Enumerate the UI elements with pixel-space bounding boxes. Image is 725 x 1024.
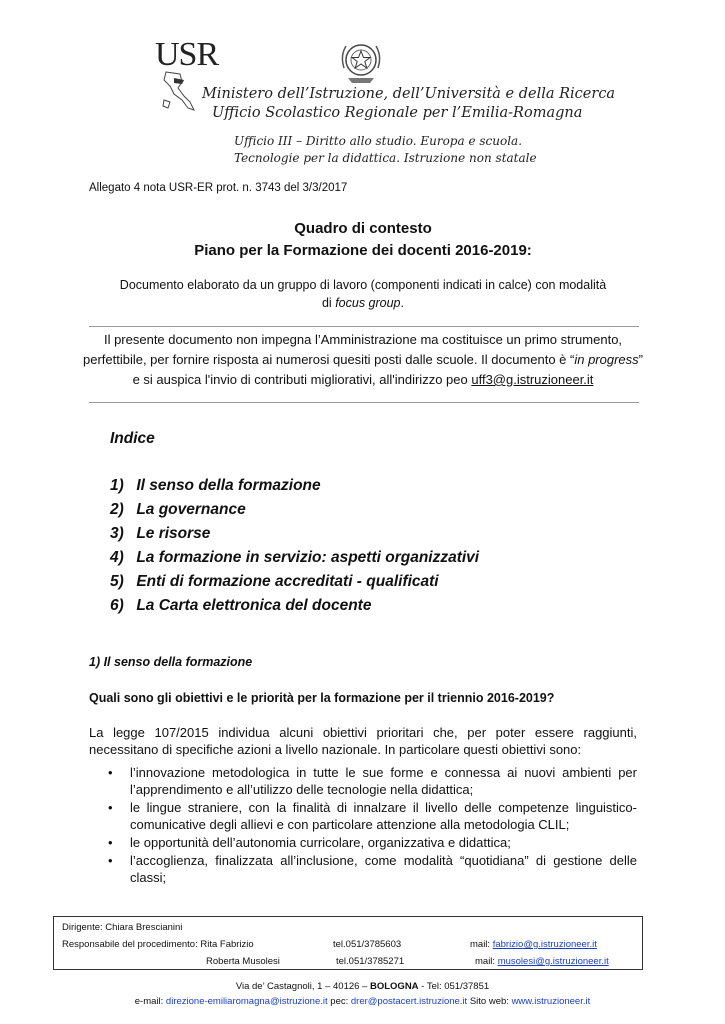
department-subline: Tecnologie per la didattica. Istruzione non statale	[234, 151, 537, 165]
footer-mail-1: mail: fabrizio@g.istruzioneer.it	[470, 939, 597, 950]
toc-item: 4) La formazione in servizio: aspetti organizzativi	[110, 549, 480, 566]
footer-mail-2: mail: musolesi@g.istruzioneer.it	[475, 956, 609, 967]
bullet-icon: •	[108, 835, 113, 850]
department-line: Ufficio III – Diritto allo studio. Europa e scuola.	[234, 134, 523, 148]
toc-item: 3) Le risorse	[110, 525, 211, 542]
section-question: Quali sono gli obiettivi e le priorità per la formazione per il triennio 2016-2019?	[89, 691, 555, 705]
ministry-line: Ministero dell’Istruzione, dell’Università e della Ricerca	[202, 86, 616, 102]
toc-item: 2) La governance	[110, 501, 246, 518]
divider-bottom	[89, 402, 639, 403]
feedback-email-link[interactable]: uff3@g.istruzioneer.it	[471, 372, 594, 387]
bullet-icon: •	[108, 800, 113, 815]
index-heading: Indice	[110, 430, 155, 447]
direction-email-link[interactable]: direzione-emiliaromagna@istruzione.it	[165, 996, 328, 1007]
italy-map-icon	[160, 70, 200, 120]
office-line: Ufficio Scolastico Regionale per l’Emilia-Romagna	[212, 105, 583, 121]
footer-responsabile: Responsabile del procedimento: Rita Fabrizio	[62, 939, 254, 950]
document-title: Quadro di contesto	[294, 220, 432, 237]
focus-group-italic: focus group	[335, 296, 401, 310]
description-line: Documento elaborato da un gruppo di lavoro (componenti indicati in calce) con modalità	[119, 278, 607, 292]
pec-link[interactable]: drer@postacert.istruzione.it	[350, 996, 468, 1007]
description-line-2: di focus group.	[321, 296, 404, 310]
document-subtitle: Piano per la Formazione dei docenti 2016-2019:	[194, 242, 532, 259]
toc-item: 1) Il senso della formazione	[110, 477, 321, 494]
republic-emblem-icon	[336, 38, 386, 86]
footer-phone-1: tel.051/3785603	[333, 939, 402, 950]
list-item: • l’innovazione metodologica in tutte le sue forme e connessa ai nuovi ambienti per l’apprendimento e all’utilizzo delle tecnologie nella didattica;	[108, 765, 637, 797]
mail-link-musolesi[interactable]: musolesi@g.istruzioneer.it	[497, 956, 609, 967]
website-link[interactable]: www.istruzioneer.it	[511, 996, 591, 1007]
list-item: • le opportunità dell’autonomia curricolare, organizzativa e didattica;	[108, 835, 511, 850]
disclaimer-paragraph: Il presente documento non impegna l’Amministrazione ma costituisce un primo strumento, perfettibile, per fornire risposta ai numerosi quesiti posti dalle scuole. Il documento è “in progress” e si auspica l'invio di contributi migliorativi, all'indirizzo peo uff3@g.istruzioneer.it	[82, 332, 643, 387]
section-paragraph: La legge 107/2015 individua alcuni obiettivi prioritari che, per poter essere raggiunti, necessitano di specifiche azioni a livello nazionale. In particolare questi obiettivi sono:	[89, 725, 637, 757]
section-heading: 1) Il senso della formazione	[89, 655, 253, 669]
bullet-icon: •	[108, 765, 113, 780]
divider-top	[89, 326, 639, 327]
mail-link-fabrizio[interactable]: fabrizio@g.istruzioneer.it	[492, 939, 597, 950]
toc-item: 5) Enti di formazione accreditati - qualificati	[110, 573, 439, 590]
bullet-icon: •	[108, 853, 113, 868]
list-item: • le lingue straniere, con la finalità di innalzare il livello delle competenze linguistico-comunicative degli allievi e con particolare attenzione alla metodologia CLIL;	[108, 800, 637, 832]
footer-phone-2: tel.051/3785271	[336, 956, 405, 967]
footer-second-name: Roberta Musolesi	[206, 956, 280, 967]
footer-dirigente: Dirigente: Chiara Brescianini	[62, 922, 183, 933]
usr-logo-text: USR	[155, 36, 219, 73]
toc-item: 6) La Carta elettronica del docente	[110, 597, 372, 614]
list-item: • l’accoglienza, finalizzata all’inclusione, come modalità “quotidiana” di gestione delle classi;	[108, 853, 637, 885]
attachment-reference: Allegato 4 nota USR-ER prot. n. 3743 del 3/3/2017	[89, 182, 348, 194]
footer-contacts: e-mail: direzione-emiliaromagna@istruzione.it pec: drer@postacert.istruzione.it Sito web: www.istruzioneer.it	[134, 996, 591, 1007]
footer-address: Via de’ Castagnoli, 1 – 40126 – BOLOGNA - Tel: 051/37851	[235, 981, 490, 992]
table-of-contents	[110, 476, 479, 620]
objectives-list	[89, 764, 637, 887]
